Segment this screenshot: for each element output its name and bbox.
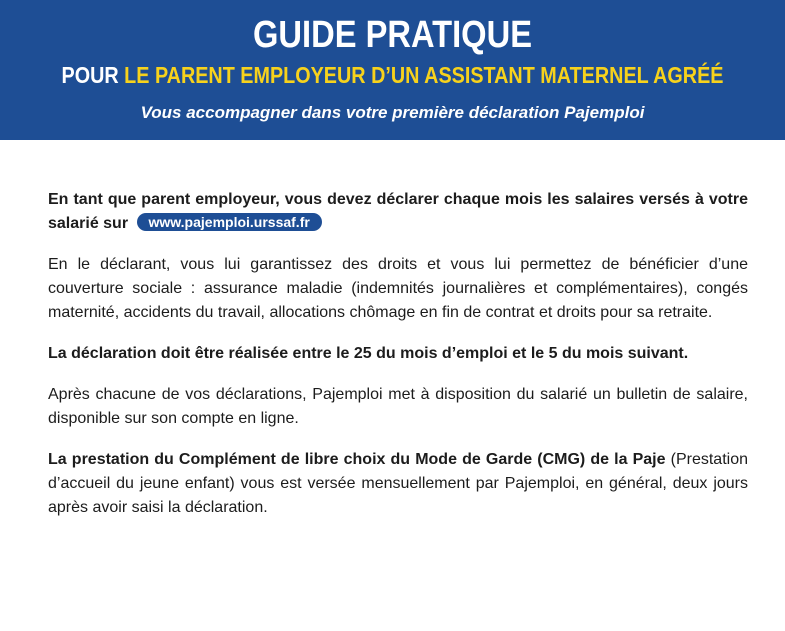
intro-text: En tant que parent employeur, vous devez déclarer chaque mois les salaires versés à votre salarié sur <box>48 191 748 232</box>
subtitle-main: LE PARENT EMPLOYEUR D’UN ASSISTANT MATERNEL AGRÉÉ <box>124 62 724 88</box>
cmg-paragraph <box>48 448 748 520</box>
intro-paragraph <box>48 188 748 236</box>
cmg-lead: La prestation du Complément de libre choix du Mode de Garde (CMG) de la Paje <box>48 451 666 468</box>
header-banner <box>0 0 785 140</box>
subtitle-prefix: POUR <box>61 62 125 88</box>
page-title: GUIDE PRATIQUE <box>252 14 533 56</box>
page-subtitle <box>55 62 730 89</box>
cmg-rest: (Prestation d’accueil du jeune enfant) vous est versée mensuellement par Pajemploi, en général, deux jours après avoir saisi la déclaration. <box>48 451 748 516</box>
deadline-paragraph: La déclaration doit être réalisée entre le 25 du mois d’emploi et le 5 du mois suivant. <box>48 345 689 362</box>
rights-paragraph: En le déclarant, vous lui garantissez des droits et vous lui permettez de bénéficier d’une couverture sociale : assurance maladie (indemnités journalières et complémentaires), congés maternité, accidents du travail, allocations chômage en fin de contrat et droits pour sa retraite. <box>48 256 748 321</box>
pajemploi-url-link[interactable]: www.pajemploi.urssaf.fr <box>137 213 322 231</box>
payslip-paragraph: Après chacune de vos déclarations, Pajemploi met à disposition du salarié un bulletin de salaire, disponible sur son compte en ligne. <box>48 386 748 427</box>
guide-content <box>48 188 748 537</box>
page-tagline: Vous accompagner dans votre première déclaration Pajemploi <box>140 103 645 122</box>
